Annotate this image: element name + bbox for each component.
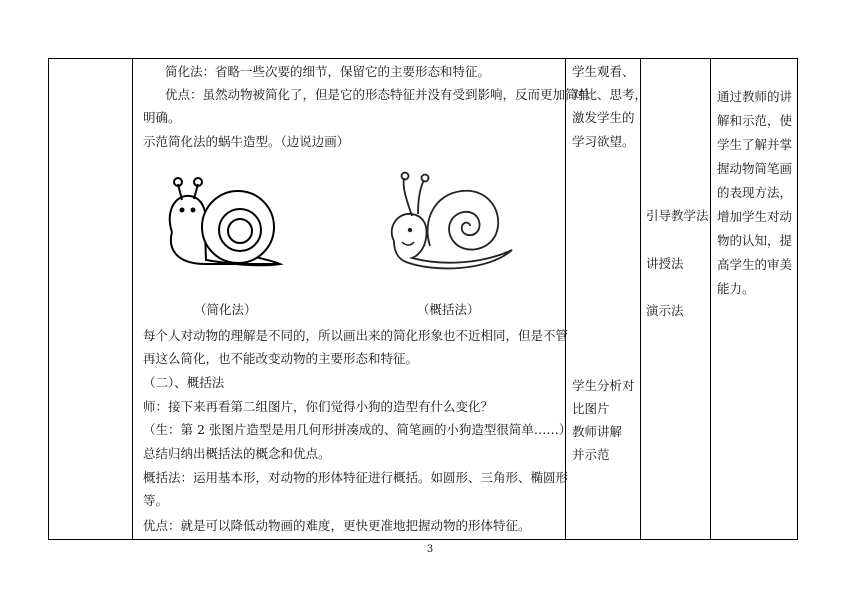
page-number: 3 — [426, 544, 434, 555]
paragraph-advantage-line2: 明确。 — [143, 110, 181, 125]
table-col-divider-4 — [710, 58, 711, 540]
snail-generalized-image — [372, 166, 522, 281]
table-border-top — [48, 58, 798, 59]
table-border-bottom — [48, 539, 798, 540]
paragraph-simplification-definition: 简化法：省略一些次要的细节，保留它的主要形态和特征。 — [165, 64, 491, 79]
method-demonstration: 演示法 — [646, 303, 684, 318]
purpose-line: 高学生的审美 — [717, 257, 793, 272]
purpose-line: 增加学生对动 — [717, 209, 793, 224]
paragraph-generalization-definition-line1: 概括法：运用基本形，对动物的形体特征进行概括。如圆形、三角形、椭圆形 — [143, 470, 569, 485]
student-activity-line: 教师讲解 — [572, 424, 623, 439]
paragraph-understanding-line2: 再这么简化，也不能改变动物的主要形态和特征。 — [143, 351, 419, 366]
paragraph-teacher-question: 师：接下来再看第二组图片，你们觉得小狗的造型有什么变化？ — [143, 399, 494, 414]
table-col-divider-3 — [640, 58, 641, 540]
purpose-line: 物的认知，提 — [717, 233, 793, 248]
student-activity-line: 并示范 — [572, 447, 610, 462]
paragraph-understanding-line1: 每个人对动物的理解是不同的，所以画出来的简化形象也不近相同，但是不管 — [143, 328, 569, 343]
method-lecture: 讲授法 — [646, 256, 684, 271]
table-col-divider-1 — [132, 58, 133, 540]
paragraph-generalization-advantage: 优点：就是可以降低动物画的难度，更快更准地把握动物的形体特征。 — [143, 518, 531, 533]
purpose-line: 的表现方法， — [717, 185, 793, 200]
table-col-divider-2 — [565, 58, 566, 540]
snail-simplified-image — [160, 172, 295, 277]
student-activity-line: 学生分析对 — [572, 378, 635, 393]
paragraph-demo: 示范简化法的蜗牛造型。（边说边画） — [143, 134, 350, 149]
student-activity-line: 学习欲望。 — [572, 134, 635, 149]
paragraph-advantage-line1: 优点：虽然动物被简化了，但是它的形态特征并没有受到影响，反而更加简单 — [165, 87, 591, 102]
section-heading-generalization: （二）、概括法 — [143, 375, 225, 390]
purpose-line: 能力。 — [717, 281, 755, 296]
purpose-line: 解和示范，使 — [717, 113, 793, 128]
purpose-line: 握动物简笔画 — [717, 161, 793, 176]
student-activity-line: 学生观看、 — [572, 64, 635, 79]
student-activity-line: 对比、思考， — [572, 87, 648, 102]
paragraph-summary: 总结归纳出概括法的概念和优点。 — [143, 446, 331, 461]
purpose-line: 通过教师的讲 — [717, 89, 793, 104]
caption-simplified: （简化法） — [194, 302, 257, 317]
caption-generalized: （概括法） — [417, 302, 480, 317]
student-activity-line: 激发学生的 — [572, 110, 635, 125]
method-guided-teaching: 引导教学法 — [646, 208, 709, 223]
student-activity-line: 比图片 — [572, 401, 610, 416]
purpose-line: 学生了解并掌 — [717, 137, 793, 152]
table-border-right — [797, 58, 798, 540]
table-border-left — [48, 58, 49, 540]
paragraph-generalization-definition-line2: 等。 — [143, 493, 169, 508]
paragraph-student-answer: （生：第 2 张图片造型是用几何形拼凑成的、简笔画的小狗造型很简单……） — [143, 422, 572, 437]
